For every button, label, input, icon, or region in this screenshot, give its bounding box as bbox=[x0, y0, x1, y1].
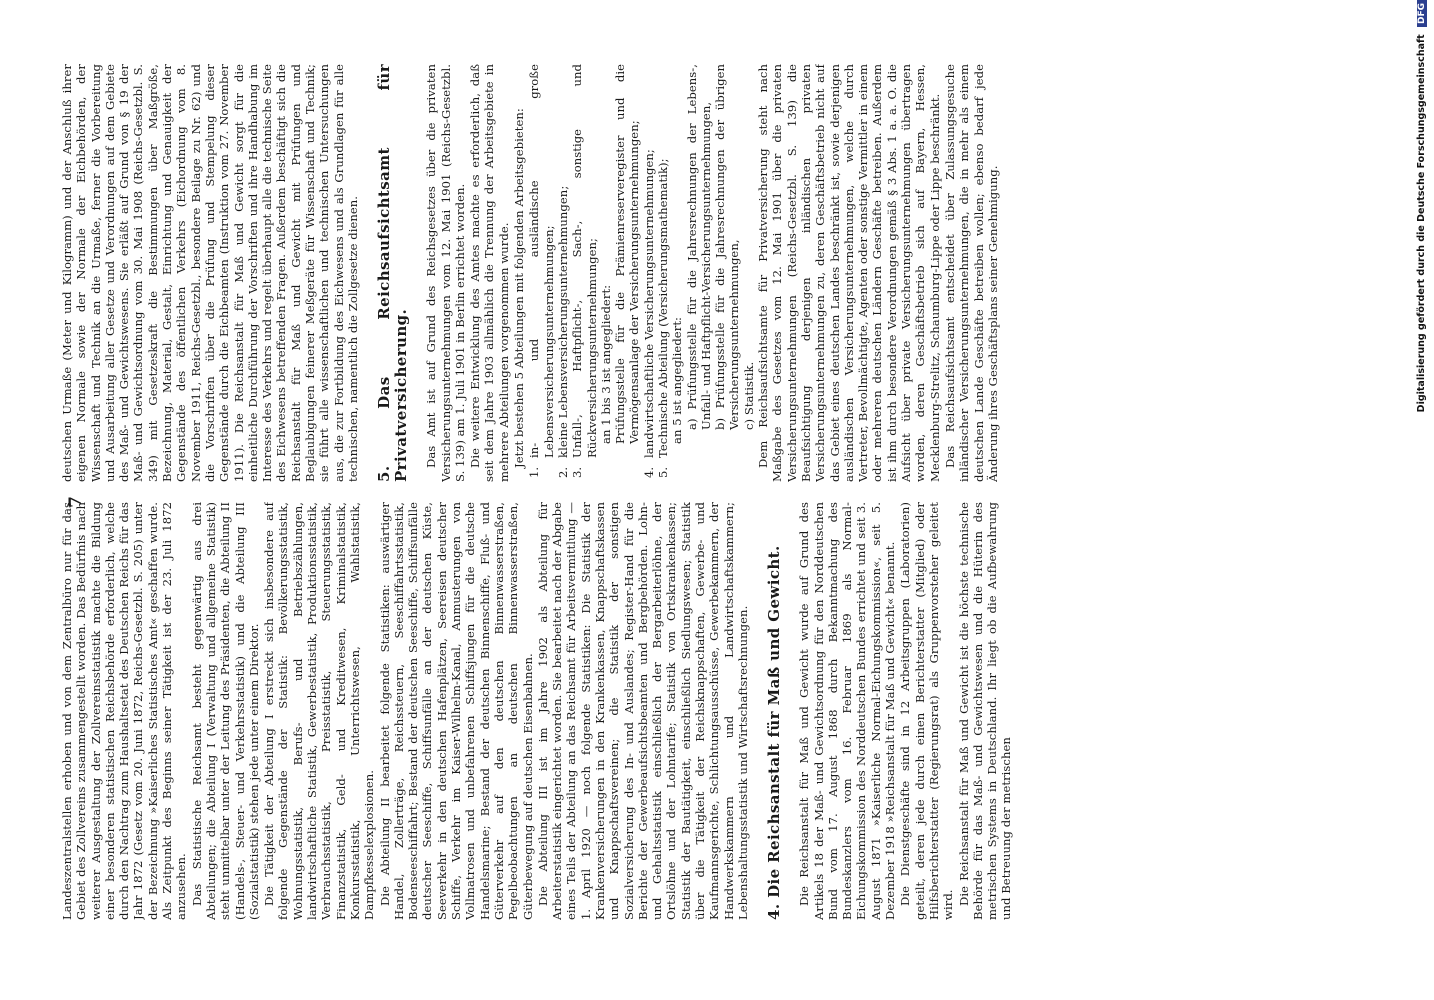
digitization-credit bbox=[1416, 0, 1434, 430]
paragraph: Das Reichsaufsichtsamt entscheidet über Zulassungsgesuche inländischer Versicherungsunternehmungen, die in mehr als einem deutschen Lande Geschäfte betreiben wollen; ebenso bedarf jede Änderung ihres Geschäftsplans seiner Genehmigung. bbox=[942, 64, 1000, 482]
paragraph: Das Amt ist auf Grund des Reichsgesetzes über die privaten Versicherungsunternehmungen vom 12. Mai 1901 (Reichs-Gesetzbl. S. 139) am 1. Juli 1901 in Berlin errichtet worden. bbox=[424, 64, 467, 482]
list-item: 4. landwirtschaftliche Versicherungsunternehmungen; bbox=[641, 149, 656, 478]
dfg-logo: DFG bbox=[1417, 0, 1427, 27]
paragraph: Jetzt bestehen 5 Abteilungen mit folgenden Arbeitsgebieten: bbox=[512, 108, 527, 468]
list-item: 2. kleine Lebensversicherungsunternehmungen; bbox=[555, 185, 570, 478]
paragraph: Die weitere Entwicklung des Amtes machte es erforderlich, daß seit dem Jahre 1903 allmählich die Trennung der Arbeitsgebiete in mehrere Abteilungen vorgenommen wurde. bbox=[468, 64, 511, 482]
list-subitem: c) Statistik. bbox=[741, 361, 756, 430]
list-item: 5. Technische Abteilung (Versicherungsmathematik); bbox=[655, 158, 670, 478]
section-heading: 4. Die Reichsanstalt für Maß und Gewicht. bbox=[765, 545, 784, 920]
list-item: 1. in- und ausländische große Lebensversicherungsunternehmungen; bbox=[527, 64, 556, 478]
paragraph: Die Dienstgeschäfte sind in 12 Arbeitsgruppen (Laboratorien) geteilt, deren jede durch einen Berichterstatter (Mitglied) oder Hilfsberichterstatter (Regierungsrat) als Gruppenvorsteher geleitet wird. bbox=[898, 502, 956, 920]
paragraph: Landeszentralstellen erhoben und von dem Zentralbüro nur für das Gebiet des Zollvereins zusammengestellt worden. Das Bedürfnis nach weiterer Ausgestaltung der Zollvereinsstatistik machte die Bildung einer besonderen statistischen Reichsbehörde erforderlich, welche durch den Nachtrag zum Haushaltsetat des Deutschen Reichs für das Jahr 1872 (Gesetz vom 20. Juni 1872, Reichs-Gesetzbl. S. 205) unter der Bezeichnung »Kaiserliches Statistisches Amt« geschaffen wurde. Als Zeitpunkt des Beginns seiner Tätigkeit ist der 23. Juli 1872 anzusehen. bbox=[60, 502, 189, 920]
list-subnote: Prüfungsstelle für die Prämienreserveregister und die Vermögensanlage der Versicherungsunternehmungen; bbox=[613, 64, 642, 444]
paragraph: Die Abteilung II bearbeitet folgende Statistiken: auswärtiger Handel, Zollerträge, Reichssteuern, Seeschiffahrtsstatistik, Bodenseeschiffahrt; Bestand der deutschen Seeschiffe, Schiffsunfälle deutscher Seeschiffe, Schiffsunfälle an der deutschen Küste, Seeverkehr in den deutschen Hafenplätzen, Seereisen deutscher Schiffe, Verkehr im Kaiser-Wilhelm-Kanal, Anmusterungen von Vollmatrosen und unbefahrenen Schiffsjungen für die deutsche Handelsmarine; Bestand der deutschen Binnenschiffe, Fluß- und Güterverkehr auf den deutschen Binnenwasserstraßen, Pegelbeobachtungen an deutschen Binnenwasserstraßen, Güterbewegung auf deutschen Eisenbahnen. bbox=[377, 502, 535, 920]
paragraph: Das Statistische Reichsamt besteht gegenwärtig aus drei Abteilungen; die Abteilung I (Verwaltung und allgemeine Statistik) steht unmittelbar unter der Leitung des Präsidenten, die Abteilung II (Handels-, Steuer- und Verkehrsstatistik) und die Abteilung III (Sozialstatistik) stehen jede unter einem Direktor. bbox=[189, 502, 261, 920]
paragraph: Dem Reichsaufsichtsamte für Privatversicherung steht nach Maßgabe des Gesetzes vom 12. Mai 1901 über die privaten Versicherungsunternehmungen (Reichs-Gesetzbl. S. 139) die Beaufsichtigung derjenigen inländischen privaten Versicherungsunternehmungen zu, deren Geschäftsbetrieb nicht auf das Gebiet eines deutschen Landes beschränkt ist, sowie derjenigen ausländischen Versicherungsunternehmungen, welche durch Vertreter, Bevollmächtigte, Agenten oder sonstige Vermittler in einem oder mehreren deutschen Ländern Geschäfte betreiben. Außerdem ist ihm durch besondere Verordnungen gemäß § 3 Abs. 1 a. a. O. die Aufsicht über private Versicherungsunternehmungen übertragen worden, deren Geschäftsbetrieb sich auf Bayern, Hessen, Mecklenburg-Strelitz, Schaumburg-Lippe oder Lippe beschränkt. bbox=[756, 64, 942, 482]
paragraph: Die Abteilung III ist im Jahre 1902 als Abteilung für Arbeiterstatistik eingerichtet worden. Sie bearbeitet nach der Abgabe eines Teils der Abteilung an das Reichsamt für Arbeitsvermittlung — 1. April 1920 — noch folgende Statistiken: Die Statistik der Krankenversicherungen in den Krankenkassen, Knappschaftskassen und Knappschaftsvereinen; die Statistik der sonstigen Sozialversicherung des In- und Auslandes; Register-Hand für die Berichte der Gewerbeaufsichtsbeamten und Bergbehörden. Lohn- und Gehaltsstatistik einschließlich der Bergarbeiterlöhne, der Ortslöhne und der Lohntarife; Statistik von Ortskrankenkassen; Statistik der Bautätigkeit, einschließlich Siedlungswesen; Statistik über die Tätigkeit der Reichsknappschaften, Gewerbe- und Kaufmannsgerichte, Schlichtungsausschüsse, Gewerbekammern, der Handwerkskammern und Landwirtschaftskammern; Lebenshaltungsstatistik und Wirtschaftsrechnungen. bbox=[535, 502, 750, 920]
text-column-left bbox=[60, 502, 1340, 920]
text-column-right bbox=[60, 64, 1340, 482]
paragraph: deutschen Urmaße (Meter und Kilogramm) und der Anschluß ihrer eigenen Normale sowie der Normale der Eichbehörden, der Wissenschaft und Technik an die Urmaße, ferner die Vorbereitung und Ausarbeitung aller Gesetze und Verordnungen auf dem Gebiete des Maß- und Gewichtswesens. Sie erläßt auf Grund von § 19 der Maß- und Gewichtsordnung vom 30. Mai 1908 (Reichs-Gesetzbl. S. 349) mit Gesetzeskraft die Bestimmungen über Maßgröße, Bezeichnung, Material, Gestalt, Einrichtung und Genauigkeit der Gegenstände des öffentlichen Verkehrs (Eichordnung vom 8. November 1911, Reichs-Gesetzbl., besondere Beilage zu Nr. 62) und die Vorschriften über die Prüfung und Stempelung dieser Gegenstände durch die Eichbeamten (Instruktion vom 27. November 1911). Die Reichsanstalt für Maß und Gewicht sorgt für die einheitliche Durchführung der Vorschriften und ihre Handhabung im Interesse des Verkehrs und regelt überhaupt alle die technische Seite des Eichwesens betreffenden Fragen. Außerdem beschäftigt sich die Reichsanstalt für Maß und Gewicht mit Prüfungen und Beglaubigungen feinerer Meßgeräte für Wissenschaft und Technik; sie führt alle wissenschaftlichen und technischen Untersuchungen aus, die zur Fortbildung des Eichwesens und als Grundlagen für alle technischen, namentlich die Zollgesetze dienen. bbox=[60, 64, 360, 482]
paragraph: Die Reichsanstalt für Maß und Gewicht wurde auf Grund des Artikels 18 der Maß- und Gewichtsordnung für den Norddeutschen Bund vom 17. August 1868 durch Bekanntmachung des Bundeskanzlers vom 16. Februar 1869 als Normal-Eichungskommission des Norddeutschen Bundes errichtet und seit 3. August 1871 »Kaiserliche Normal-Eichungskommission«, seit 5. Dezember 1918 »Reichsanstalt für Maß und Gewicht« benannt. bbox=[797, 502, 898, 920]
credit-text: Digitalisierung gefördert durch die Deutsche Forschungsgemeinschaft bbox=[1416, 34, 1427, 413]
list-subnote: an 1 bis 3 ist angegliedert: bbox=[598, 284, 613, 444]
paragraph: Die Reichsanstalt für Maß und Gewicht ist die höchste technische Behörde für das Maß- und Gewichtswesen und die Hüterin des metrischen Systems in Deutschland. Ihr liegt ob die Aufbewahrung und Betreuung der metrischen bbox=[956, 502, 1014, 920]
list-item: 3. Unfall-, Haftpflicht-, Sach-, sonstige und Rückversicherungsunternehmungen; bbox=[570, 64, 599, 478]
page-number: 7 bbox=[66, 496, 86, 508]
list-subitem: a) Prüfungsstelle für die Jahresrechnungen der Lebens-, Unfall- und Haftpflicht-Versicherungsunternehmungen, bbox=[684, 64, 713, 430]
section-heading: 5. Das Reichsaufsichtsamt für Privatversicherung. bbox=[375, 64, 411, 482]
list-subnote: an 5 ist angegliedert: bbox=[670, 317, 685, 444]
paragraph: Die Tätigkeit der Abteilung I erstreckt sich insbesondere auf folgende Gegenstände der Statistik: Bevölkerungsstatistik, Wohnungsstatistik, Berufs- und Betriebszählungen, landwirtschaftliche Statistik, Gewerbestatistik, Produktionsstatistik, Verbrauchsstatistik, Preisstatistik, Steuerungsstatistik, Finanzstatistik, Geld- und Kreditwesen, Kriminalstatistik, Konkursstatistik, Unterrichtswesen, Wahlstatistik, Dampfkesselexplosionen. bbox=[262, 502, 377, 920]
list-subitem: b) Prüfungsstelle für die Jahresrechnungen der übrigen Versicherungsunternehmungen, bbox=[713, 64, 742, 430]
